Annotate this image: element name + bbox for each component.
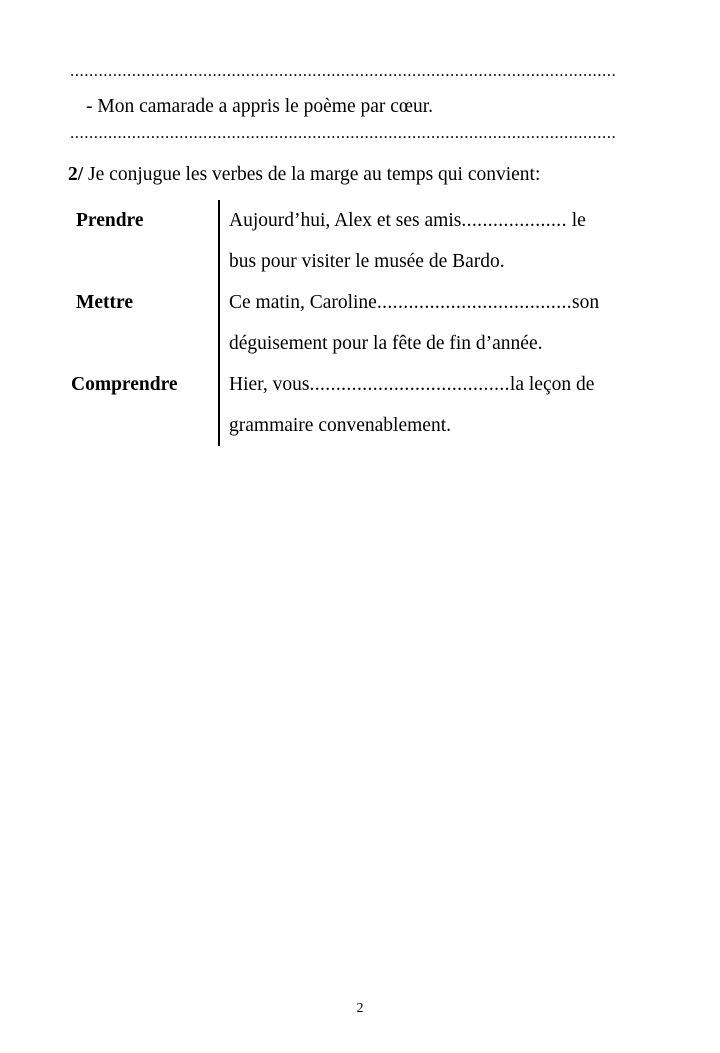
example-sentence: - Mon camarade a appris le poème par cœur. xyxy=(86,96,434,117)
conjugation-table xyxy=(68,200,638,446)
exercise-instruction-text: Je conjugue les verbes de la marge au temps qui convient: xyxy=(83,164,541,185)
sentence-part-before: Aujourd’hui, Alex et ses amis xyxy=(229,210,462,231)
blank-dots[interactable]: ..................................... xyxy=(376,292,573,313)
verb-label: Mettre xyxy=(76,292,134,313)
table-row xyxy=(68,282,638,364)
verb-label: Comprendre xyxy=(71,374,178,395)
sentence-cell xyxy=(220,282,638,364)
blank-dots[interactable]: .................... xyxy=(461,210,567,231)
exercise-number: 2/ xyxy=(68,164,84,185)
sentence-second-line: déguisement pour la fête de fin d’année. xyxy=(229,333,543,354)
sentence-part-after: le xyxy=(566,210,586,231)
dotted-answer-line-top: ................................................................................................................... xyxy=(70,64,617,80)
exercise-instruction xyxy=(68,162,650,188)
sentence-second-line: bus pour visiter le musée de Bardo. xyxy=(229,251,505,272)
table-row xyxy=(68,364,638,446)
verb-label: Prendre xyxy=(76,210,144,231)
sentence-part-before: Ce matin, Caroline xyxy=(229,292,377,313)
table-row xyxy=(68,200,638,282)
sentence-second-line: grammaire convenablement. xyxy=(229,415,451,436)
dotted-answer-line-bottom: ................................................................................................................... xyxy=(70,126,617,142)
sentence-cell xyxy=(220,200,638,282)
sentence-part-after: la leçon de xyxy=(509,374,595,395)
sentence-part-after: son xyxy=(572,292,600,313)
sentence-part-before: Hier, vous xyxy=(229,374,310,395)
page-number: 2 xyxy=(356,1001,364,1016)
sentence-cell xyxy=(220,364,638,446)
blank-dots[interactable]: ...................................... xyxy=(309,374,510,395)
